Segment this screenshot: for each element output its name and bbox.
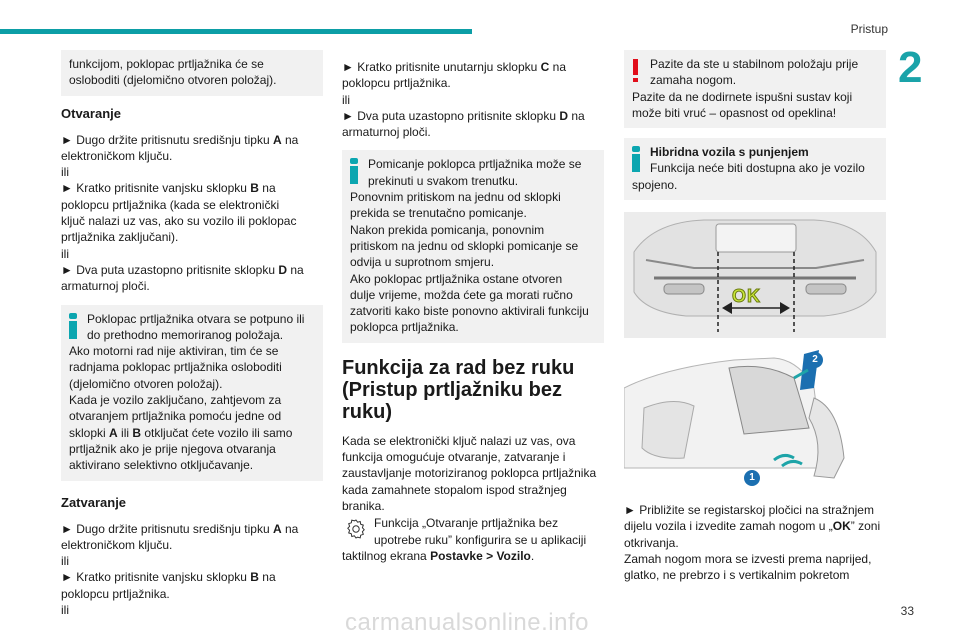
continued-note-box: [61, 50, 323, 96]
text-line: do prethodno memoriranog položaja.: [87, 327, 284, 342]
text-line: Pazite da ste u stabilnom položaju prije: [650, 57, 859, 71]
gear-icon: [344, 517, 368, 541]
text-line: poklopcu prtljažnika (kada se elektronički: [61, 197, 280, 212]
info-box-movement: [342, 150, 604, 342]
text-line: Ako poklopac prtljažnika ostane otvoren: [350, 271, 563, 286]
warning-icon: [632, 59, 640, 83]
heading-zatvaranje: Zatvaranje: [61, 494, 127, 510]
text-line: otkrivanja.: [624, 535, 679, 550]
text-line: elektroničkom ključu.: [61, 537, 173, 552]
text-line: sklopki A ili B otključat ćete vozilo ili samo: [69, 425, 293, 440]
text-line: zatvoriti kako biste ponovno aktivirali funkciju: [350, 304, 589, 319]
text-line: dulje vrijeme, možda ćete ga morati ručno: [350, 287, 573, 302]
page-number: 33: [900, 604, 914, 618]
text-line: otvaranjem prtljažnika pomoću jedne od: [69, 409, 282, 424]
text-line: ili: [61, 603, 69, 618]
text-line: prekida se trenutačno pomicanje.: [350, 206, 527, 221]
text-line: upotrebe ruku” konfigurira se u aplikaciji: [374, 532, 587, 547]
text-line: radnjama poklopac prtljažnika osloboditi: [69, 360, 282, 375]
text-line: Funkcija „Otvaranje prtljažnika bez: [374, 516, 559, 531]
info-icon: [69, 313, 77, 339]
text-line: ili: [61, 554, 69, 569]
text-line: Ako motorni rad nije aktiviran, tim će se: [69, 344, 279, 359]
text-line: zamaha nogom.: [650, 73, 737, 88]
text-line: ► Kratko pritisnite vanjsku sklopku B na: [61, 181, 276, 196]
text-line: Nakon prekida pomicanja, ponovnim: [350, 222, 545, 237]
text-line: funkcijom, poklopac prtljažnika će se: [69, 57, 264, 71]
warning-box: [624, 50, 886, 128]
text-line: ► Kratko pritisnite vanjsku sklopku B na: [61, 570, 276, 585]
rear-bumper-illustration: [624, 212, 886, 338]
text-line: ključ nalazi uz vas, ako su vozilo ili poklopac: [61, 214, 297, 229]
info-icon: [350, 158, 358, 184]
text-line: elektroničkom ključu.: [61, 148, 173, 163]
info-icon: [632, 146, 640, 172]
text-line: poklopcu prtljažnika.: [342, 76, 451, 91]
text-line: ► Dva puta uzastopno pritisnite sklopku D na: [61, 262, 304, 277]
text-line: poklopcu prtljažnika.: [61, 586, 170, 601]
text-line: Poklopac prtljažnika otvara se potpuno ili: [87, 311, 305, 326]
text-line: spojeno.: [632, 177, 678, 192]
text-line: Zamah nogom mora se izvesti prema naprijed,: [624, 551, 872, 566]
text-line: prtljažnika zaključani).: [61, 230, 179, 245]
text-line: Kada se elektronički ključ nalazi uz vas, ova: [342, 433, 576, 448]
text-line: Ponovnim pritiskom na jednu od sklopki: [350, 190, 561, 205]
text-line: branika.: [342, 498, 385, 513]
title-line: Funkcija za rad bez ruku: [342, 356, 575, 379]
hybrid-title: Hibridna vozila s punjenjem: [650, 145, 809, 160]
text-line: ► Dugo držite pritisnutu središnju tipku A na: [61, 132, 299, 147]
text-line: ► Dva puta uzastopno pritisnite sklopku D na: [342, 108, 585, 123]
column-3: [624, 50, 886, 584]
text-line: glatko, ne prebrzo i s vertikalnim pokretom: [624, 568, 850, 583]
text-line: odvija u suprotnom smjeru.: [350, 255, 495, 270]
ok-zone-label: OK: [732, 286, 761, 307]
text-line: ili: [342, 92, 350, 107]
closing-steps: [61, 521, 323, 619]
text-line: Kada je vozilo zaključano, zahtjevom za: [69, 393, 282, 408]
text-line: zaustavljanje motoriziranog poklopca prtljažnika: [342, 466, 597, 481]
text-line: poklopca prtljažnika.: [350, 320, 459, 335]
text-line: prtljažnik ako je prije njegova otvaranja: [69, 441, 276, 456]
title-line: ruku): [342, 400, 392, 423]
gesture-instructions: [624, 502, 886, 583]
rear-bumper-ok-zone-figure: [624, 212, 886, 338]
header-title: Pristup: [850, 22, 888, 36]
callout-badge-1: 1: [744, 470, 760, 486]
info-box-opening: [61, 305, 323, 481]
text-line: Pomicanje poklopca prtljažnika može se: [368, 157, 582, 172]
text-line: armaturnoj ploči.: [342, 125, 431, 140]
text-line: aktivirano selektivno otključavanje.: [69, 458, 254, 473]
callout-badge-2: 2: [807, 352, 823, 368]
text-line: ili: [61, 165, 69, 180]
header-accent-bar: [0, 29, 472, 34]
text-line: Pazite da ne dodirnete ispušni sustav koji: [632, 89, 853, 104]
text-line: pritiskom na jednu od sklopki pomicanje se: [350, 238, 579, 253]
text-line: ► Kratko pritisnite unutarnju sklopku C na: [342, 60, 566, 74]
text-line: ili: [61, 246, 69, 261]
text-line: taktilnog ekrana Postavke > Vozilo.: [342, 548, 535, 563]
foot-gesture-illustration: [624, 348, 886, 488]
text-line: Funkcija neće biti dostupna ako je vozilo: [650, 161, 865, 176]
section-title: [342, 357, 604, 423]
info-box-hybrid: [624, 138, 886, 200]
text-line: kada zamahnete stopalom ispod stražnjeg: [342, 482, 567, 497]
chapter-number: 2: [898, 43, 923, 92]
hands-free-description: [342, 433, 604, 514]
closing-steps-continued: [342, 59, 604, 140]
text-line: (djelomično otvoren položaj).: [69, 376, 223, 391]
text-line: dijelu vozila i izvedite zamah nogom u „OK” zoni: [624, 519, 881, 534]
text-line: prekinuti u svakom trenutku.: [368, 173, 519, 188]
text-line: funkcija omogućuje otvaranje, zatvaranje i: [342, 450, 566, 465]
text-line: ► Dugo držite pritisnutu središnju tipku A na: [61, 521, 299, 536]
watermark: carmanualsonline.info: [345, 609, 589, 636]
column-1: [61, 50, 323, 618]
title-line: (Pristup prtljažniku bez: [342, 378, 563, 401]
foot-gesture-figure: [624, 348, 886, 488]
text-line: armaturnoj ploči.: [61, 279, 150, 294]
text-line: osloboditi (djelomično otvoren položaj).: [69, 73, 277, 88]
settings-note: [342, 515, 604, 548]
column-2: [342, 50, 604, 564]
text-line: ► Približite se registarskoj pločici na stražnjem: [624, 503, 874, 518]
text-line: može biti vruć – opasnost od opeklina!: [632, 105, 837, 120]
opening-steps: [61, 132, 323, 295]
heading-otvaranje: Otvaranje: [61, 105, 121, 121]
